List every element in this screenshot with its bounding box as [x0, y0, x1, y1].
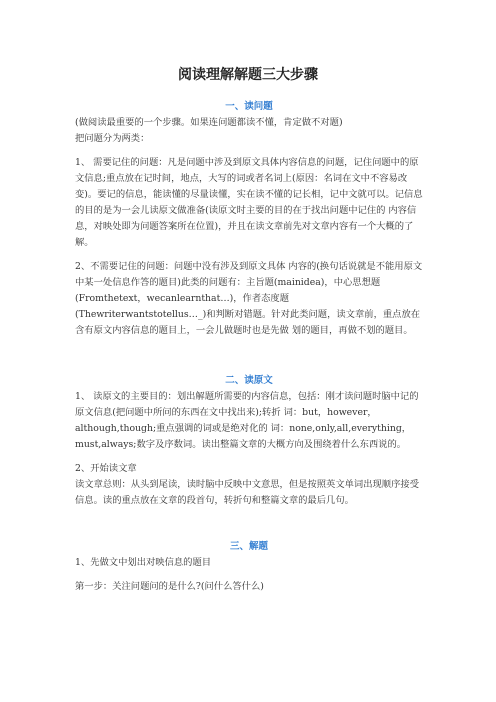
paragraph-start-reading: 读文章总则：从头到尾读，读时脑中反映中文意思，但是按照英文单词出现顺序接受信息。读的重点放在文章的段首句，转折句和整篇文章的最后几句。 — [75, 479, 419, 506]
paragraph-start-reading-title: 2、开始读文章 — [75, 463, 137, 474]
paragraph-questions-not-to-remember-cont: (Thewriterwantstotellus…_)和判断对错题。针对此类问题，读文章前，重点放在含有原文内容信息的题目上，一会儿做题时也是先做 划的题目，再做不划的题目。 — [75, 309, 421, 336]
paragraph-questions-not-to-remember: 2、不需要记住的问题：问题中没有涉及到原文具体 内容的(换句话说就是不能用原文中某一处信息作答的题目)此类的问题有：主旨题(mainidea)，中心思想题 (Fromthetext，wecanlearnthat…)，作者态度题 — [75, 261, 423, 304]
section-heading-solve: 三、解题 — [229, 541, 268, 552]
section-note: (做阅读最重要的一个步骤。如果连问题都读不懂，肯定做不对题) — [75, 117, 343, 128]
section-heading-read-text: 二、读原文 — [225, 375, 273, 386]
document-body — [75, 99, 423, 595]
paragraph-solve-step1: 1、先做文中划出对映信息的题目 — [75, 557, 212, 568]
paragraph-solve-first-step: 第一步：关注问题问的是什么?(问什么答什么) — [75, 581, 264, 592]
document-title: 阅读理解解题三大步骤 — [178, 67, 318, 83]
paragraph-questions-to-remember: 1、 需要记住的问题：凡是问题中涉及到原文具体内容信息的问题，记住问题中的原文信息;重点放在记时间，地点，大写的词或者名词上(原因：名词在文中不容易改 变)。要记的信息，能读懂的尽量读懂，实在读不懂的记长相，记中文就可以。记信息的目的是为一会儿读原文做准备(读原文时主要的目的在于找出问题中记住的 内容信息，对映处即为问题答案所在位置)，并且在读文章前先对文章内容有一个大概的了解。 — [75, 157, 423, 248]
section-heading-read-questions: 一、读问题 — [225, 101, 273, 112]
paragraph-reading-purpose: 1、 读原文的主要目的：划出解题所需要的内容信息，包括：刚才读问题时脑中记的原文信息(把问题中所问的东西在文中找出来);转折 词：but，however，although,though;重点强调的词或是绝对化的 词：none,only,all,everything，must,always;数字及序数词。读出整篇文章的大概方向及围绕着什么东西说的。 — [75, 391, 419, 450]
section-intro: 把问题分为两类： — [75, 133, 150, 144]
